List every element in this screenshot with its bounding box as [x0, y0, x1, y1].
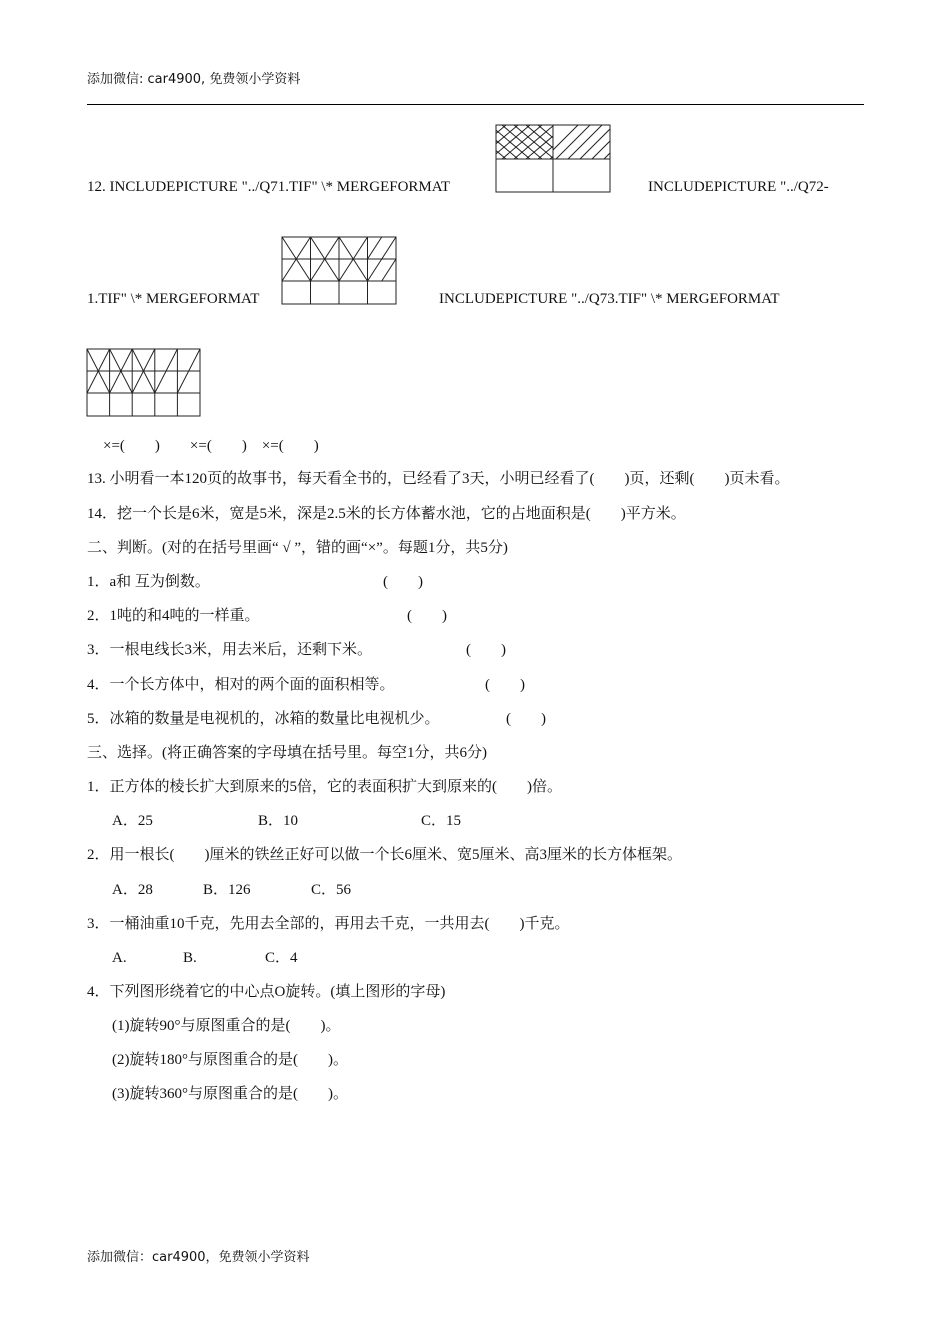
- header-note: 添加微信: car4900, 免费领小学资料: [87, 72, 301, 87]
- choice-q1-option-b[interactable]: B．10: [258, 813, 299, 829]
- choice-q2-option-c[interactable]: C．56: [311, 882, 352, 898]
- judge-item-3-blank[interactable]: ( ): [466, 642, 506, 658]
- choice-q3-stem: 3．一桶油重10千克，先用去全部的，再用去千克，一共用去( )千克。: [87, 916, 570, 932]
- judge-item-5: 5．冰箱的数量是电视机的，冰箱的数量比电视机少。: [87, 711, 440, 727]
- footer-note: 添加微信：car4900，免费领小学资料: [87, 1250, 310, 1265]
- choice-q2-stem: 2．用一根长( )厘米的铁丝正好可以做一个长6厘米、宽5厘米、高3厘米的长方体框架。: [87, 847, 682, 863]
- q12-line1-right: INCLUDEPICTURE "../Q72-: [648, 179, 829, 195]
- choice-q4-sub2: (2)旋转180°与原图重合的是( )。: [112, 1052, 348, 1068]
- judge-item-2-blank[interactable]: ( ): [407, 608, 447, 624]
- choice-q4-stem: 4．下列图形绕着它的中心点O旋转。(填上图形的字母): [87, 984, 446, 1000]
- judge-item-2: 2．1吨的和4吨的一样重。: [87, 608, 260, 624]
- choice-q3-option-a[interactable]: A.: [112, 950, 127, 966]
- figure-q72-grid: [280, 236, 400, 306]
- header-rule: [87, 104, 864, 105]
- judge-item-3: 3．一根电线长3米，用去米后，还剩下米。: [87, 642, 373, 658]
- q12-answers: ×=( ) ×=( ) ×=( ): [103, 438, 319, 454]
- choice-q1-option-c[interactable]: C．15: [421, 813, 462, 829]
- q12-line2-right: INCLUDEPICTURE "../Q73.TIF" \* MERGEFORMAT: [439, 291, 780, 307]
- crosshatch-fill: [494, 125, 590, 159]
- hatch-fill: [544, 125, 612, 159]
- choice-q4-sub3: (3)旋转360°与原图重合的是( )。: [112, 1086, 348, 1102]
- q12-line1-left: 12. INCLUDEPICTURE "../Q71.TIF" \* MERGEFORMAT: [87, 179, 451, 195]
- question-13: 13. 小明看一本120页的故事书，每天看全书的，已经看了3天，小明已经看了( )页，还剩( )页未看。: [87, 471, 790, 487]
- choice-q4-sub1: (1)旋转90°与原图重合的是( )。: [112, 1018, 341, 1034]
- judge-item-4: 4．一个长方体中，相对的两个面的面积相等。: [87, 677, 395, 693]
- question-14: 14．挖一个长是6米，宽是5米，深是2.5米的长方体蓄水池，它的占地面积是( )平方米。: [87, 506, 686, 522]
- choice-q2-option-a[interactable]: A．28: [112, 882, 153, 898]
- q12-line2-left: 1.TIF" \* MERGEFORMAT: [87, 291, 260, 307]
- choice-q3-option-b[interactable]: B.: [183, 950, 197, 966]
- section-2-title: 二、判断。(对的在括号里画“ √ ”，错的画“×”。每题1分，共5分): [87, 540, 508, 556]
- judge-item-5-blank[interactable]: ( ): [506, 711, 546, 727]
- section-3-title: 三、选择。(将正确答案的字母填在括号里。每空1分，共6分): [87, 745, 487, 761]
- choice-q1-stem: 1．正方体的棱长扩大到原来的5倍，它的表面积扩大到原来的( )倍。: [87, 779, 562, 795]
- judge-item-4-blank[interactable]: ( ): [485, 677, 525, 693]
- figure-q71-grid: [494, 124, 612, 194]
- choice-q3-option-c[interactable]: C．4: [265, 950, 298, 966]
- figure-q73-grid: [85, 348, 203, 418]
- choice-q1-option-a[interactable]: A．25: [112, 813, 153, 829]
- judge-item-1: 1．a和 互为倒数。: [87, 574, 210, 590]
- choice-q2-option-b[interactable]: B．126: [203, 882, 251, 898]
- judge-item-1-blank[interactable]: ( ): [383, 574, 423, 590]
